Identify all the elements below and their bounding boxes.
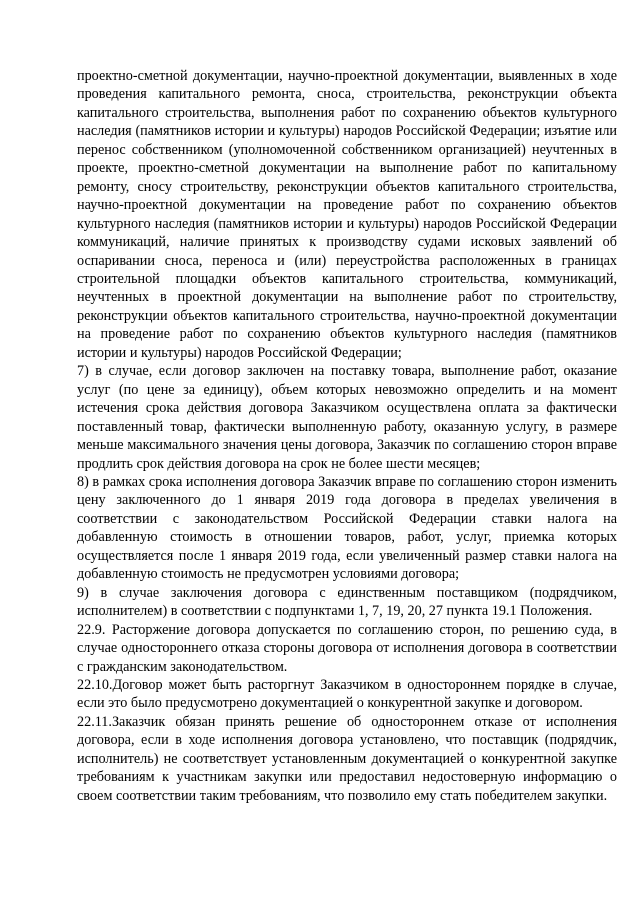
paragraph-item-continuation: проектно-сметной документации, научно-проектной документации, выявленных в ходе проведения капитального ремонта, сноса, строительства, реконструкции объекта капитального строительства, выполнения работ по сохранению объектов культурного наследия (памятников истории и культуры) народов Российской Федерации; изъятие или перенос собственником (уполномоченной собственником организацией) неучтенных в проекте, проектно-сметной документации на выполнение работ по капитальному ремонту, сносу строительству, реконструкции объектов капитального строительства, научно-проектной документации на проведение работ по сохранению объектов культурного наследия (памятников истории и культуры) народов Российской Федерации коммуникаций, наличие принятых к производству судами исковых заявлений об оспаривании сноса, переноса и (или) переустройства расположенных в границах строительной площадки объектов капитального строительства, коммуникаций, неучтенных в проектной документации на выполнение работ по строительству, реконструкции объектов капитального строительства, научно-проектной документации на проведение работ по сохранению объектов культурного наследия (памятников истории и культуры) народов Российской Федерации; — [77, 68, 617, 361]
paragraph-item-8: 8) в рамках срока исполнения договора Заказчик вправе по соглашению сторон изменить цену заключенного до 1 января 2019 года договора в пределах увеличения в соответствии с законодательством Российской Федерации ставки налога на добавленную стоимость в отношении товаров, работ, услуг, приемка которых осуществляется после 1 января 2019 года, если увеличенный размер ставки налога на добавленную стоимость не предусмотрен условиями договора; — [77, 473, 617, 583]
paragraph-item-7: 7) в случае, если договор заключен на поставку товара, выполнение работ, оказание услуг (по цене за единицу), объем которых невозможно определить и на момент истечения срока действия договора Заказчиком осуществлена оплата за фактически поставленный товар, фактически выполненную работу, оказанную услугу, в размере меньше максимального значения цены договора, Заказчик по соглашению сторон вправе продлить срок действия договора на срок не более шести месяцев; — [77, 363, 617, 472]
paragraph-clause-22-10: 22.10.Договор может быть расторгнут Заказчиком в одностороннем порядке в случае, если это было предусмотрено документацией о конкурентной закупке и договором. — [77, 676, 617, 712]
paragraph-clause-22-11: 22.11.Заказчик обязан принять решение об одностороннем отказе от исполнения договора, если в ходе исполнения договора установлено, что поставщик (подрядчик, исполнитель) не соответствует установленным документацией о конкурентной закупке требованиям к участникам закупки или предоставил недостоверную информацию о своем соответствии таким требованиям, что позволило ему стать победителем закупки. — [77, 713, 617, 804]
paragraph-clause-22-9: 22.9. Расторжение договора допускается по соглашению сторон, по решению суда, в случае одностороннего отказа стороны договора от исполнения договора в соответствии с гражданским законодательством. — [77, 621, 617, 675]
paragraph-item-9: 9) в случае заключения договора с единственным поставщиком (подрядчиком, исполнителем) в соответствии с подпунктами 1, 7, 19, 20, 27 пункта 19.1 Положения. — [77, 584, 617, 620]
document-body — [77, 67, 617, 805]
